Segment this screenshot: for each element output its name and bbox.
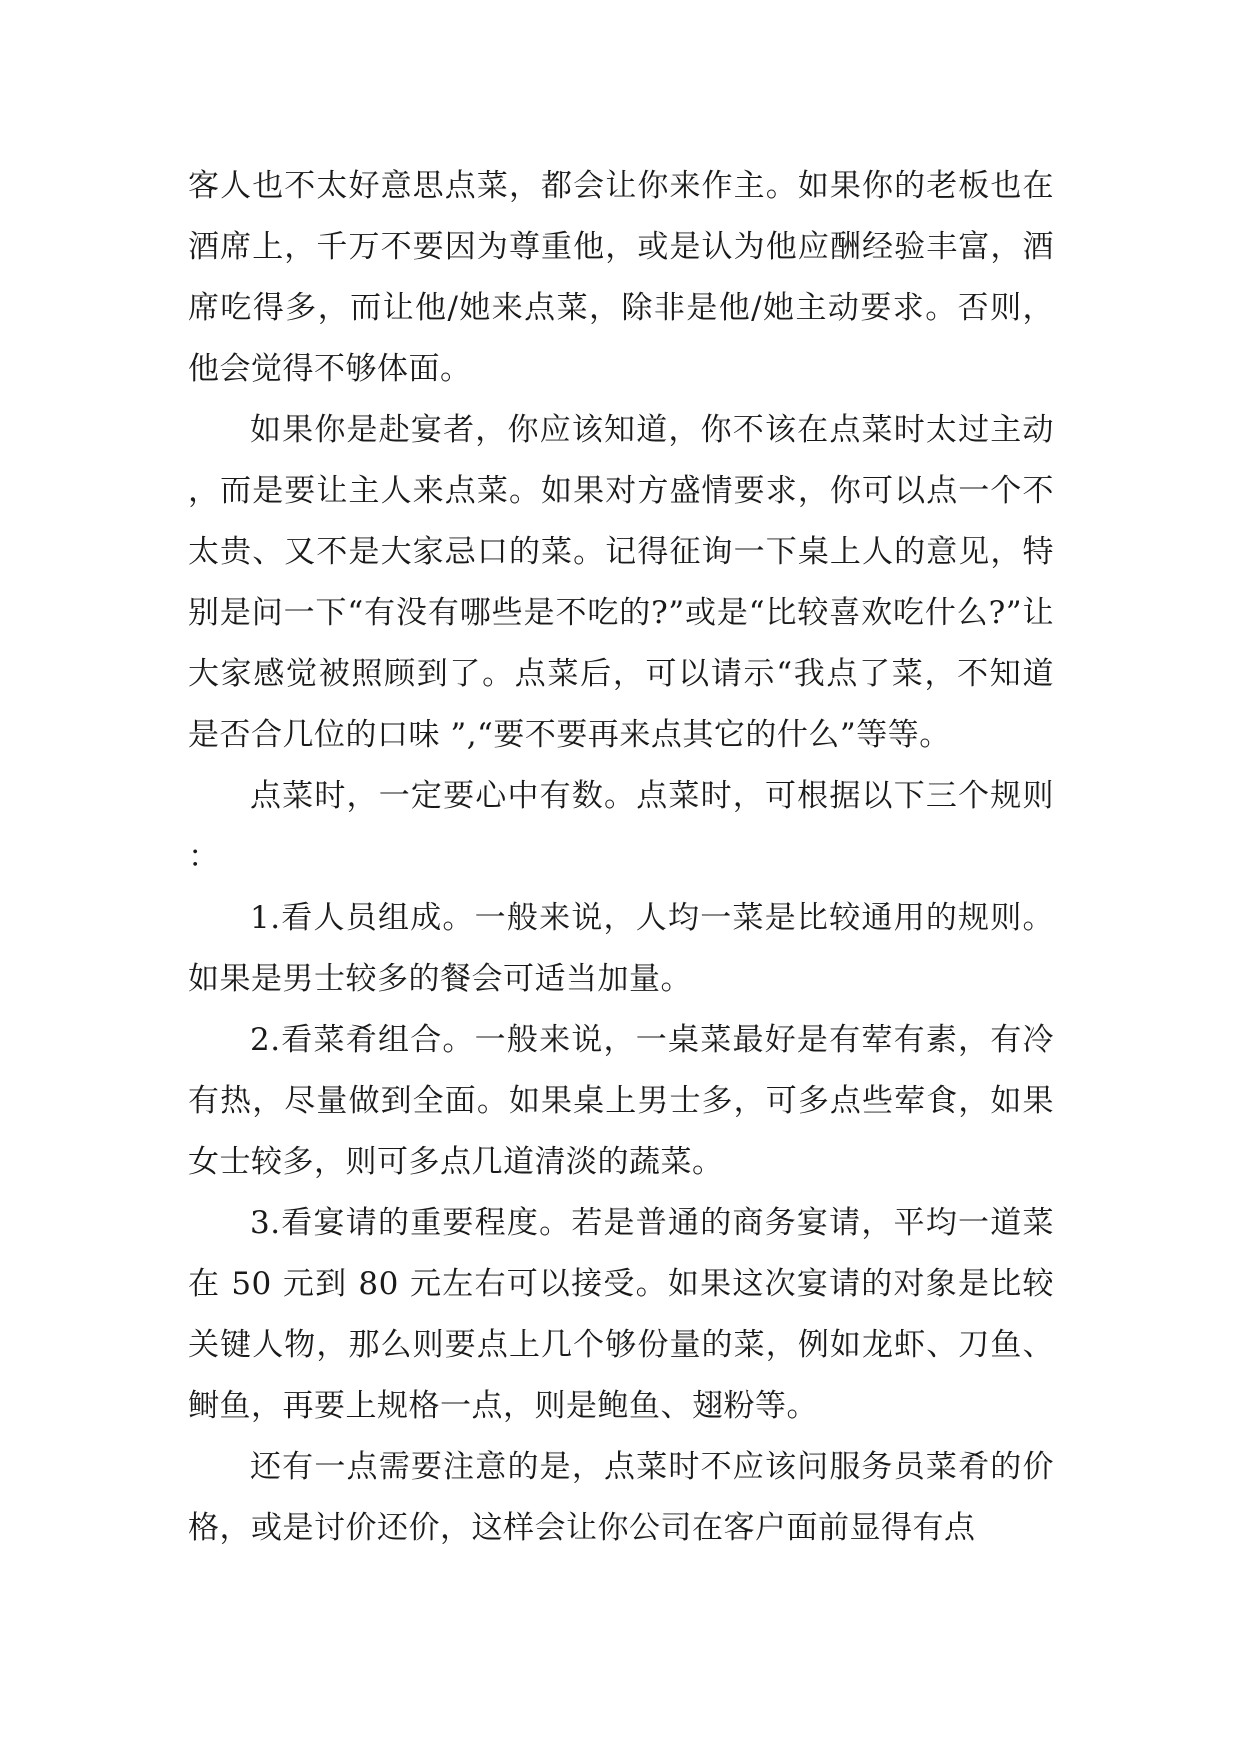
list-item-3: 3.看宴请的重要程度。若是普通的商务宴请，平均一道菜在 50 元到 80 元左右可以接受。如果这次宴请的对象是比较关键人物，那么则要点上几个够份量的菜，例如龙虾、刀鱼、鲥鱼，再要上规格一点，则是鲍鱼、翅粉等。 (188, 1205, 1054, 1424)
document-body (188, 156, 1054, 1559)
list-item-2: 2.看菜肴组合。一般来说，一桌菜最好是有荤有素，有冷有热，尽量做到全面。如果桌上男士多，可多点些荤食，如果女士较多，则可多点几道清淡的蔬菜。 (188, 1022, 1054, 1180)
paragraph-1: 客人也不太好意思点菜，都会让你来作主。如果你的老板也在酒席上，千万不要因为尊重他，或是认为他应酬经验丰富，酒席吃得多，而让他/她来点菜，除非是他/她主动要求。否则，他会觉得不够体面。 (188, 168, 1054, 387)
paragraph-7: 还有一点需要注意的是，点菜时不应该问服务员菜肴的价格，或是讨价还价，这样会让你公司在客户面前显得有点 (188, 1449, 1054, 1546)
paragraph-2: 如果你是赴宴者，你应该知道，你不该在点菜时太过主动，而是要让主人来点菜。如果对方盛情要求，你可以点一个不太贵、又不是大家忌口的菜。记得征询一下桌上人的意见，特别是问一下“有没有哪些是不吃的?”或是“比较喜欢吃什么?”让大家感觉被照顾到了。点菜后，可以请示“我点了菜，不知道是否合几位的口味 ”,“要不要再来点其它的什么”等等。 (188, 412, 1054, 753)
paragraph-3: 点菜时，一定要心中有数。点菜时，可根据以下三个规则： (188, 778, 1054, 875)
list-item-1: 1.看人员组成。一般来说，人均一菜是比较通用的规则。如果是男士较多的餐会可适当加量。 (188, 900, 1054, 997)
